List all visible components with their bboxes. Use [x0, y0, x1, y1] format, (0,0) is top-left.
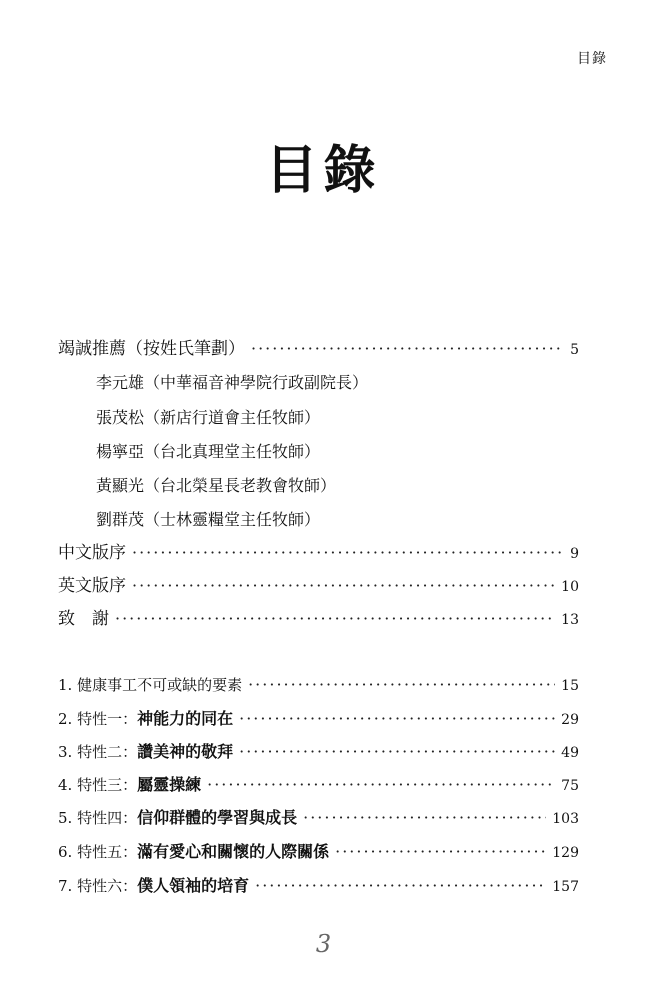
toc-label: 中文版序: [58, 543, 126, 563]
toc-label: [58, 706, 233, 729]
toc-leader-dots: [255, 876, 546, 895]
chapter-prefix: 2. 特性一：: [58, 710, 138, 728]
toc-page-number: 157: [552, 879, 579, 895]
toc-page-number: 15: [561, 678, 579, 694]
toc-entry-chapter-3[interactable]: [58, 739, 579, 762]
chapter-title: 滿有愛心和關懷的人際關係: [137, 842, 330, 861]
toc-entry-chapter-7[interactable]: [58, 873, 579, 896]
toc-page-number: 5: [570, 342, 579, 358]
toc-leader-dots: [115, 609, 555, 628]
recommender-item: 李元雄（中華福音神學院行政副院長）: [96, 373, 369, 392]
toc-label: [58, 805, 297, 828]
running-header: 目錄: [577, 51, 607, 67]
toc-leader-dots: [239, 709, 555, 728]
toc-page-number: 9: [570, 546, 579, 562]
page-number: 3: [315, 930, 332, 958]
toc-label: [58, 739, 233, 762]
toc-page-number: 103: [552, 811, 579, 827]
toc-label: 英文版序: [58, 576, 126, 596]
chapter-title: 屬靈操練: [137, 775, 202, 794]
toc-leader-dots: [248, 675, 555, 694]
chapter-prefix: 6. 特性五：: [58, 843, 138, 861]
chapter-title: 神能力的同在: [137, 709, 234, 728]
toc-leader-dots: [207, 775, 555, 794]
chapter-title: 讚美神的敬拜: [137, 742, 234, 761]
toc-entry-chapter-4[interactable]: [58, 772, 579, 795]
chapter-title: 信仰群體的學習與成長: [137, 808, 298, 827]
toc-entry-chapter-5[interactable]: [58, 805, 579, 828]
recommender-item: 黃顯光（台北榮星長老教會牧師）: [96, 476, 337, 495]
toc-page-number: 10: [561, 579, 579, 595]
recommender-item: 楊寧亞（台北真理堂主任牧師）: [96, 442, 321, 461]
chapter-prefix: 3. 特性二：: [58, 743, 138, 761]
toc-leader-dots: [303, 808, 546, 827]
chapter-prefix: 1. 健康事工不可或缺的要素: [58, 676, 243, 694]
toc-entry-acknowledgements[interactable]: [58, 604, 579, 629]
toc-page-number: 29: [561, 712, 579, 728]
toc-page-number: 49: [561, 745, 579, 761]
chapter-prefix: 4. 特性三：: [58, 776, 138, 794]
toc-page-number: 75: [561, 778, 579, 794]
page-title: 目錄: [265, 141, 382, 201]
recommender-item: 張茂松（新店行道會主任牧師）: [96, 408, 321, 427]
toc-entry-chinese-preface[interactable]: [58, 538, 579, 563]
toc-entry-recommendations[interactable]: [58, 334, 579, 359]
toc-leader-dots: [132, 543, 563, 562]
toc-leader-dots: [335, 842, 546, 861]
toc-entry-chapter-1[interactable]: [58, 674, 579, 695]
toc-label: [58, 839, 329, 862]
chapter-title: 僕人領袖的培育: [137, 876, 250, 895]
toc-label: [58, 873, 249, 896]
toc-entry-english-preface[interactable]: [58, 571, 579, 596]
toc-entry-chapter-2[interactable]: [58, 706, 579, 729]
toc-page-number: 129: [552, 845, 579, 861]
recommender-item: 劉群茂（士林靈糧堂主任牧師）: [96, 510, 321, 529]
toc-page-number: 13: [561, 612, 579, 628]
toc-label: 致 謝: [58, 609, 109, 629]
toc-entry-chapter-6[interactable]: [58, 839, 579, 862]
toc-label: [58, 772, 201, 795]
chapter-prefix: 7. 特性六：: [58, 877, 138, 895]
toc-label: 竭誠推薦（按姓氏筆劃）: [58, 339, 245, 359]
toc-leader-dots: [251, 339, 563, 358]
toc-label: [58, 674, 242, 695]
toc-leader-dots: [239, 742, 555, 761]
toc-leader-dots: [132, 576, 555, 595]
chapter-prefix: 5. 特性四：: [58, 809, 138, 827]
